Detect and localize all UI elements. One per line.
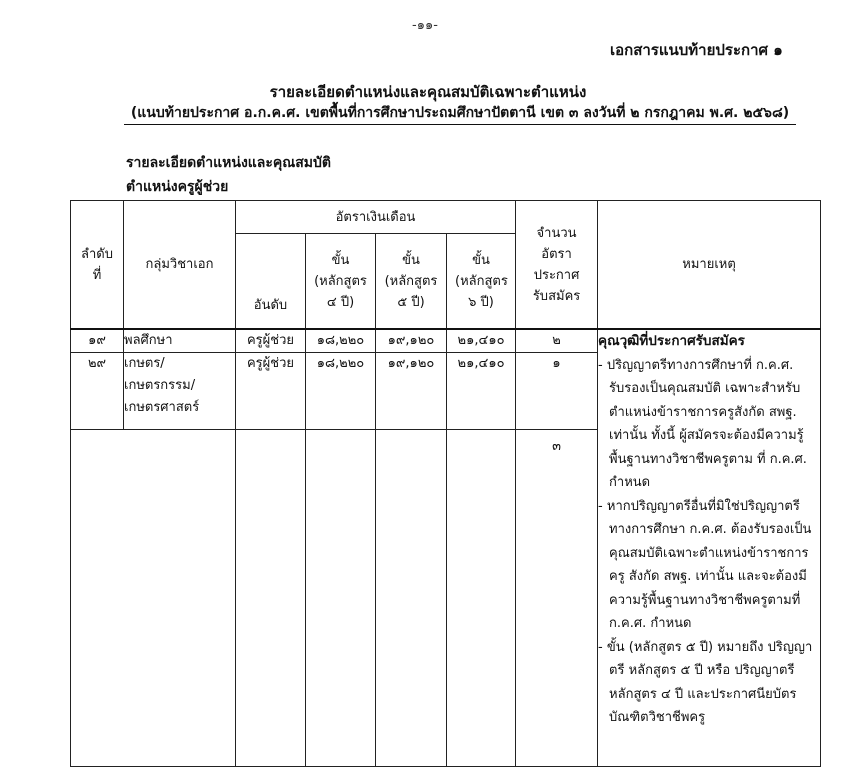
row-step6: ๒๑,๔๑๐: [447, 353, 516, 430]
remark-heading: คุณวุฒิที่ประกาศรับสมัคร: [598, 333, 745, 349]
empty-cell: [71, 430, 236, 767]
empty-cell: [306, 430, 376, 767]
row-subject: พลศึกษา: [124, 329, 236, 353]
row-step6: ๒๑,๔๑๐: [447, 329, 516, 353]
section-title: รายละเอียดตำแหน่งและคุณสมบัติ: [126, 155, 332, 171]
header-step4: ขั้น (หลักสูตร ๔ ปี): [306, 234, 376, 330]
row-rank: ครูผู้ช่วย: [236, 329, 306, 353]
row-order: ๑๙: [71, 329, 124, 353]
header-step5: ขั้น (หลักสูตร ๕ ปี): [376, 234, 447, 330]
header-step6: ขั้น (หลักสูตร ๖ ปี): [447, 234, 516, 330]
header-order: ลำดับที่: [71, 201, 124, 330]
table-row: [71, 329, 821, 353]
row-step4: ๑๘,๒๒๐: [306, 329, 376, 353]
remark-item: - หากปริญญาตรีอื่นที่มิใช่ปริญญาตรีทางการศึกษา ก.ค.ศ. ต้องรับรองเป็นคุณสมบัติเฉพาะตำแหน่งข้าราชการครู สังกัด สพฐ. เท่านั้น และจะต้องมีความรู้พื้นฐานทางวิชาชีพครูตามที่ ก.ค.ศ. กำหนด: [598, 498, 812, 631]
remark-cell: [598, 329, 821, 767]
row-order: ๒๙: [71, 353, 124, 430]
remark-item: - ขั้น (หลักสูตร ๕ ปี) หมายถึง ปริญญาตรี หลักสูตร ๕ ปี หรือ ปริญญาตรี หลักสูตร ๔ ปี และประกาศนียบัตรบัณฑิตวิชาชีพครู: [598, 639, 813, 725]
empty-cell: [447, 430, 516, 767]
total-count: ๓: [516, 430, 598, 767]
document-title: รายละเอียดตำแหน่งและคุณสมบัติเฉพาะตำแหน่ง: [269, 83, 587, 101]
row-step4: ๑๘,๒๒๐: [306, 353, 376, 430]
header-salary: อัตราเงินเดือน: [236, 201, 516, 234]
title-underline: [124, 124, 796, 125]
header-rank: อันดับ: [236, 234, 306, 330]
page-number: -๑๑-: [412, 18, 438, 33]
row-count: ๒: [516, 329, 598, 353]
position-table: [70, 200, 821, 767]
annex-label: เอกสารแนบท้ายประกาศ ๑: [610, 41, 783, 59]
row-rank: ครูผู้ช่วย: [236, 353, 306, 430]
row-step5: ๑๙,๑๒๐: [376, 353, 447, 430]
header-count: จำนวนอัตราประกาศรับสมัคร: [516, 201, 598, 330]
row-subject: เกษตร/ เกษตรกรรม/ เกษตรศาสตร์: [124, 353, 236, 430]
empty-cell: [236, 430, 306, 767]
header-subject-group: กลุ่มวิชาเอก: [124, 201, 236, 330]
row-count: ๑: [516, 353, 598, 430]
row-step5: ๑๙,๑๒๐: [376, 329, 447, 353]
empty-cell: [376, 430, 447, 767]
position-title: ตำแหน่งครูผู้ช่วย: [126, 179, 229, 195]
header-remark: หมายเหตุ: [598, 201, 821, 330]
remark-item: - ปริญญาตรีทางการศึกษาที่ ก.ค.ศ. รับรองเป็นคุณสมบัติ เฉพาะสำหรับตำแหน่งข้าราชการครูสังกัด สพฐ. เท่านั้น ทั้งนี้ ผู้สมัครจะต้องมีความรู้พื้นฐานทางวิชาชีพครูตาม ที่ ก.ค.ศ. กำหนด: [598, 357, 807, 490]
document-subtitle: (แนบท้ายประกาศ อ.ก.ค.ศ. เขตพื้นที่การศึกษาประถมศึกษาปัตตานี เขต ๓ ลงวันที่ ๒ กรกฎาคม พ.ศ. ๒๕๖๘): [130, 105, 790, 121]
